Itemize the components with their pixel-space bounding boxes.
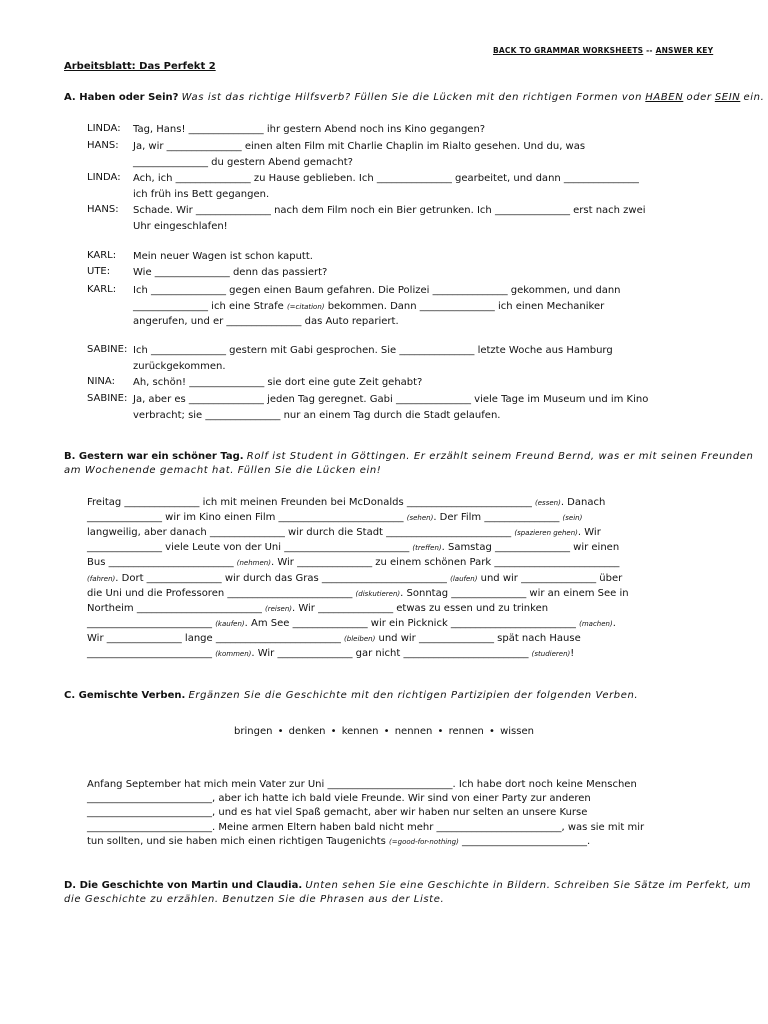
story-line: langweilig, aber danach _______________ wir durch die Stadt _________________________ (spazieren gehen). Wir — [87, 527, 601, 539]
verb-hint: (reisen) — [265, 604, 292, 613]
speaker-label: LINDA: — [87, 172, 121, 183]
section-c-title: C. Gemischte Verben. — [64, 690, 186, 701]
section-b-instructions-1: Rolf ist Student in Göttingen. Er erzählt seinem Freund Bernd, was er mit seinen Freunden — [246, 451, 754, 462]
story-line: _________________________, und es hat viel Spaß gemacht, aber wir haben nur selten an unsere Kurse — [87, 807, 588, 819]
section-d-heading — [64, 880, 751, 891]
section-a-ein: ein. — [743, 92, 765, 103]
section-a-title: A. Haben oder Sein? — [64, 92, 179, 103]
section-b-title: B. Gestern war ein schöner Tag. — [64, 451, 244, 462]
verb-hint: (fahren) — [87, 574, 116, 583]
dialogue-line: Ich _______________ gestern mit Gabi gesprochen. Sie _______________ letzte Woche aus Hamburg — [133, 345, 613, 356]
section-c-heading — [64, 690, 638, 701]
keyword-haben: HABEN — [645, 92, 684, 103]
story-line: _________________________ (kommen). Wir _______________ gar nicht _________________________ (studieren)! — [87, 648, 575, 659]
verb-hint: (sein) — [562, 514, 583, 523]
verb-hint: (=good-for-nothing) — [389, 837, 459, 846]
speaker-label: SABINE: — [87, 344, 128, 355]
story-line: _______________ viele Leute von der Uni _________________________ (treffen). Samstag _______________ wir einen — [87, 542, 620, 554]
dialogue-line: Ach, ich _______________ zu Hause geblieben. Ich _______________ gearbeitet, und dann _______________ — [133, 173, 639, 184]
dialogue-line: Ja, aber es _______________ jeden Tag geregnet. Gabi _______________ viele Tage im Museum und im Kino — [133, 394, 649, 405]
section-d-title: D. Die Geschichte von Martin und Claudia. — [64, 880, 303, 891]
story-line: Bus _________________________ (nehmen). Wir _______________ zu einem schönen Park _________________________ — [87, 557, 620, 569]
story-line: Anfang September hat mich mein Vater zur Uni _________________________. Ich habe dort noch keine Menschen — [87, 779, 637, 790]
speaker-label: KARL: — [87, 284, 117, 295]
section-b-instructions-2: am Wochenende gemacht hat. Füllen Sie die Lücken ein! — [64, 465, 382, 476]
section-b-heading — [64, 451, 754, 462]
story-line: tun sollten, und sie haben mich einen richtigen Taugenichts (=good-for-nothing) _________________________. — [87, 835, 591, 847]
verb-hint: (studieren) — [531, 650, 571, 658]
story-line: Wir _______________ lange _________________________ (bleiben) und wir _______________ spät nach Hause — [87, 632, 581, 644]
dialogue-line: Uhr eingeschlafen! — [133, 220, 228, 232]
dialogue-line: zurückgekommen. — [133, 360, 226, 372]
dialogue-line: Wie _______________ denn das passiert? — [133, 267, 328, 278]
speaker-label: KARL: — [87, 250, 117, 261]
verb-hint: (kommen) — [215, 650, 252, 658]
keyword-sein: SEIN — [714, 92, 741, 103]
section-a-heading — [64, 92, 764, 103]
section-b-instructions-2-wrap — [64, 465, 381, 476]
dialogue-line: _______________ ich eine Strafe (=citation) bekommen. Dann _______________ ich einen Mechaniker — [133, 300, 605, 312]
section-d-instructions-2-wrap — [64, 894, 444, 905]
story-line: die Uni und die Professoren _________________________ (diskutieren). Sonntag _______________ wir an einem See in — [87, 587, 629, 599]
back-to-grammar-link[interactable]: BACK TO GRAMMAR WORKSHEETS — [493, 46, 644, 55]
header-separator: -- — [646, 46, 653, 55]
speaker-label: LINDA: — [87, 123, 121, 134]
dialogue-line: verbracht; sie _______________ nur an einem Tag durch die Stadt gelaufen. — [133, 409, 501, 421]
story-line: (fahren). Dort _______________ wir durch das Gras _________________________ (laufen) und wir _______________ über — [87, 572, 623, 584]
story-line: _________________________. Meine armen Eltern haben bald nicht mehr _________________________, was sie mit mir — [87, 821, 645, 833]
speaker-label: NINA: — [87, 376, 115, 387]
verb-hint: (laufen) — [450, 574, 478, 583]
story-line: Northeim _________________________ (reisen). Wir _______________ etwas zu essen und zu trinken — [87, 602, 549, 614]
dialogue-line: Ah, schön! _______________ sie dort eine gute Zeit gehabt? — [133, 377, 423, 388]
verb-hint: (sehen) — [406, 514, 434, 523]
dialogue-line: _______________ du gestern Abend gemacht? — [133, 156, 353, 168]
answer-key-link[interactable]: ANSWER KEY — [655, 46, 714, 55]
speaker-label: SABINE: — [87, 393, 128, 404]
dialogue-line: Tag, Hans! _______________ ihr gestern Abend noch ins Kino gegangen? — [133, 124, 486, 135]
verb-hint: (spazieren gehen) — [514, 529, 578, 538]
verb-hint: (diskutieren) — [355, 589, 401, 598]
dialogue-line: ich früh ins Bett gegangen. — [133, 188, 270, 200]
section-a-instructions: Was ist das richtige Hilfsverb? Füllen Sie die Lücken mit den richtigen Formen von — [181, 92, 643, 103]
header-links — [493, 46, 713, 55]
story-line: _______________ wir im Kino einen Film _________________________ (sehen). Der Film _______________ (sein) — [87, 512, 583, 524]
section-c-instructions: Ergänzen Sie die Geschichte mit den richtigen Partizipien der folgenden Verben. — [188, 690, 639, 701]
section-d-instructions-2: die Geschichte zu erzählen. Benutzen Sie die Phrasen aus der Liste. — [64, 894, 445, 905]
verb-hint: (treffen) — [412, 544, 442, 553]
verb-list: bringen • denken • kennen • nennen • rennen • wissen — [234, 726, 534, 737]
speaker-label: HANS: — [87, 204, 119, 215]
section-d-instructions-1: Unten sehen Sie eine Geschichte in Bildern. Schreiben Sie Sätze im Perfekt, um — [305, 880, 752, 891]
dialogue-line: Schade. Wir _______________ nach dem Film noch ein Bier getrunken. Ich _______________ erst nach zwei — [133, 205, 646, 216]
section-a-oder: oder — [686, 92, 712, 103]
verb-hint: (essen) — [535, 499, 561, 507]
story-line: _________________________ (kaufen). Am See _______________ wir ein Picknick _________________________ (machen). — [87, 617, 616, 629]
dialogue-line: Ja, wir _______________ einen alten Film mit Charlie Chaplin im Rialto gesehen. Und du, was — [133, 141, 586, 152]
story-line: Freitag _______________ ich mit meinen Freunden bei McDonalds _________________________ (essen). Danach — [87, 497, 606, 508]
speaker-label: HANS: — [87, 140, 119, 151]
verb-hint: (nehmen) — [236, 559, 271, 568]
verb-hint: (machen) — [579, 619, 613, 628]
verb-hint: (kaufen) — [215, 619, 245, 628]
dialogue-line: Ich _______________ gegen einen Baum gefahren. Die Polizei _______________ gekommen, und dann — [133, 285, 621, 296]
verb-hint: (bleiben) — [344, 634, 376, 643]
speaker-label: UTE: — [87, 266, 111, 277]
dialogue-line: angerufen, und er _______________ das Auto repariert. — [133, 316, 399, 327]
worksheet-title: Arbeitsblatt: Das Perfekt 2 — [64, 61, 216, 72]
dialogue-line: Mein neuer Wagen ist schon kaputt. — [133, 251, 313, 262]
verb-hint: (=citation) — [286, 302, 325, 311]
story-line: _________________________, aber ich hatte ich bald viele Freunde. Wir sind von einer Party zur anderen — [87, 793, 591, 805]
